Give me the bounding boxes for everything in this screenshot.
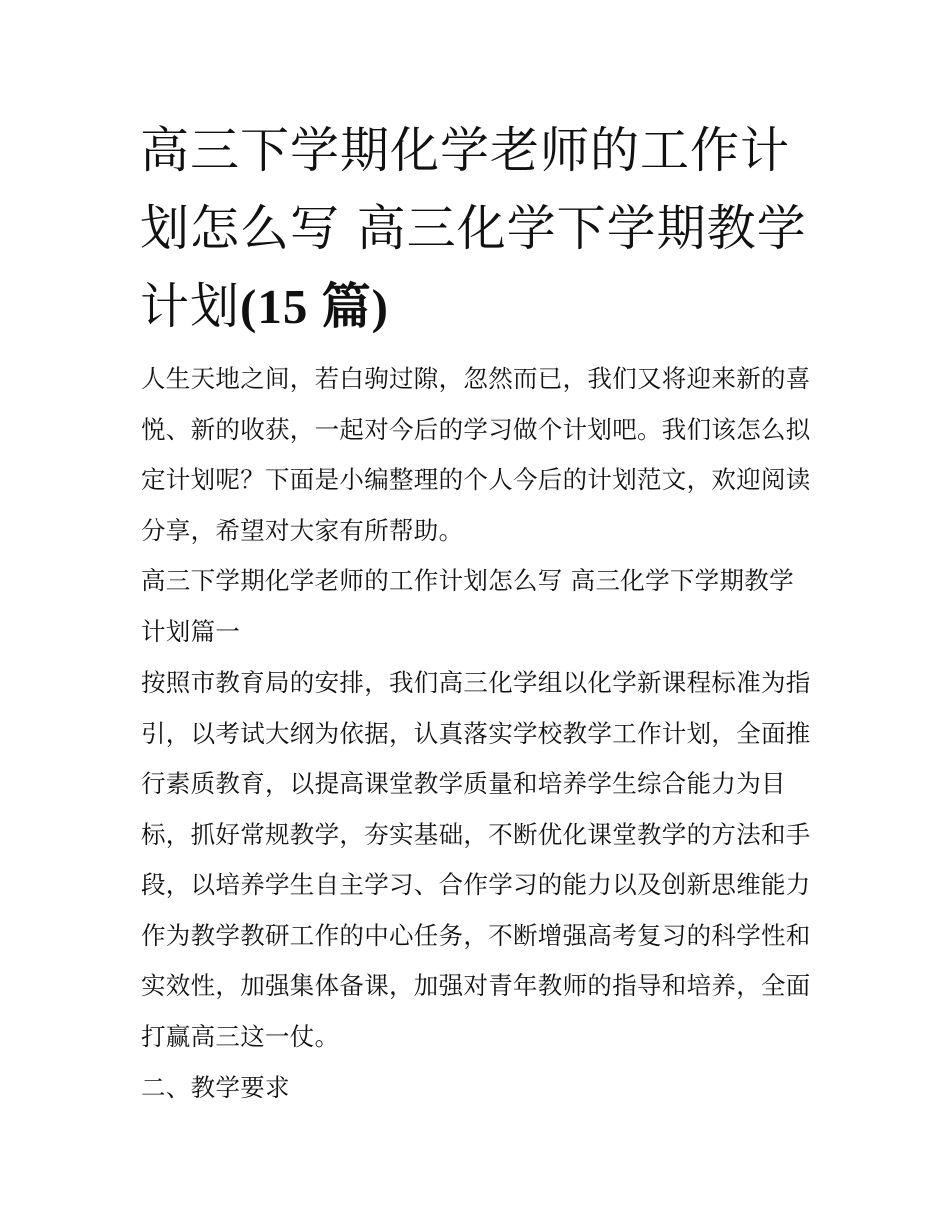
- page-title: [140, 112, 820, 346]
- section-heading: 高三下学期化学老师的工作计划怎么写 高三化学下学期教学计划篇一: [141, 566, 794, 646]
- title-main: 高三下学期化学老师的工作计划怎么写 高三化学下学期教学计划: [140, 122, 807, 335]
- body-paragraph: 按照市教育局的安排，我们高三化学组以化学新课程标准为指引，以考试大纲为依据，认真落实学校教学工作计划，全面推行素质教育，以提高课堂教学质量和培养学生综合能力为目标，抓好常规教学，夯实基础，不断优化课堂教学的方法和手段，以培养学生自主学习、合作学习的能力以及创新思维能力作为教学教研工作的中心任务，不断增强高考复习的科学性和实效性，加强集体备课，加强对青年教师的指导和培养，全面打赢高三这一仗。: [141, 668, 811, 1051]
- subheading-teaching-requirements: 二、教学要求: [141, 1073, 290, 1102]
- intro-paragraph: 人生天地之间，若白驹过隙，忽然而已，我们又将迎来新的喜悦、新的收获，一起对今后的学习做个计划吧。我们该怎么拟定计划呢？下面是小编整理的个人今后的计划范文，欢迎阅读分享，希望对大家有所帮助。: [141, 364, 811, 545]
- title-count: (15 篇): [240, 279, 389, 334]
